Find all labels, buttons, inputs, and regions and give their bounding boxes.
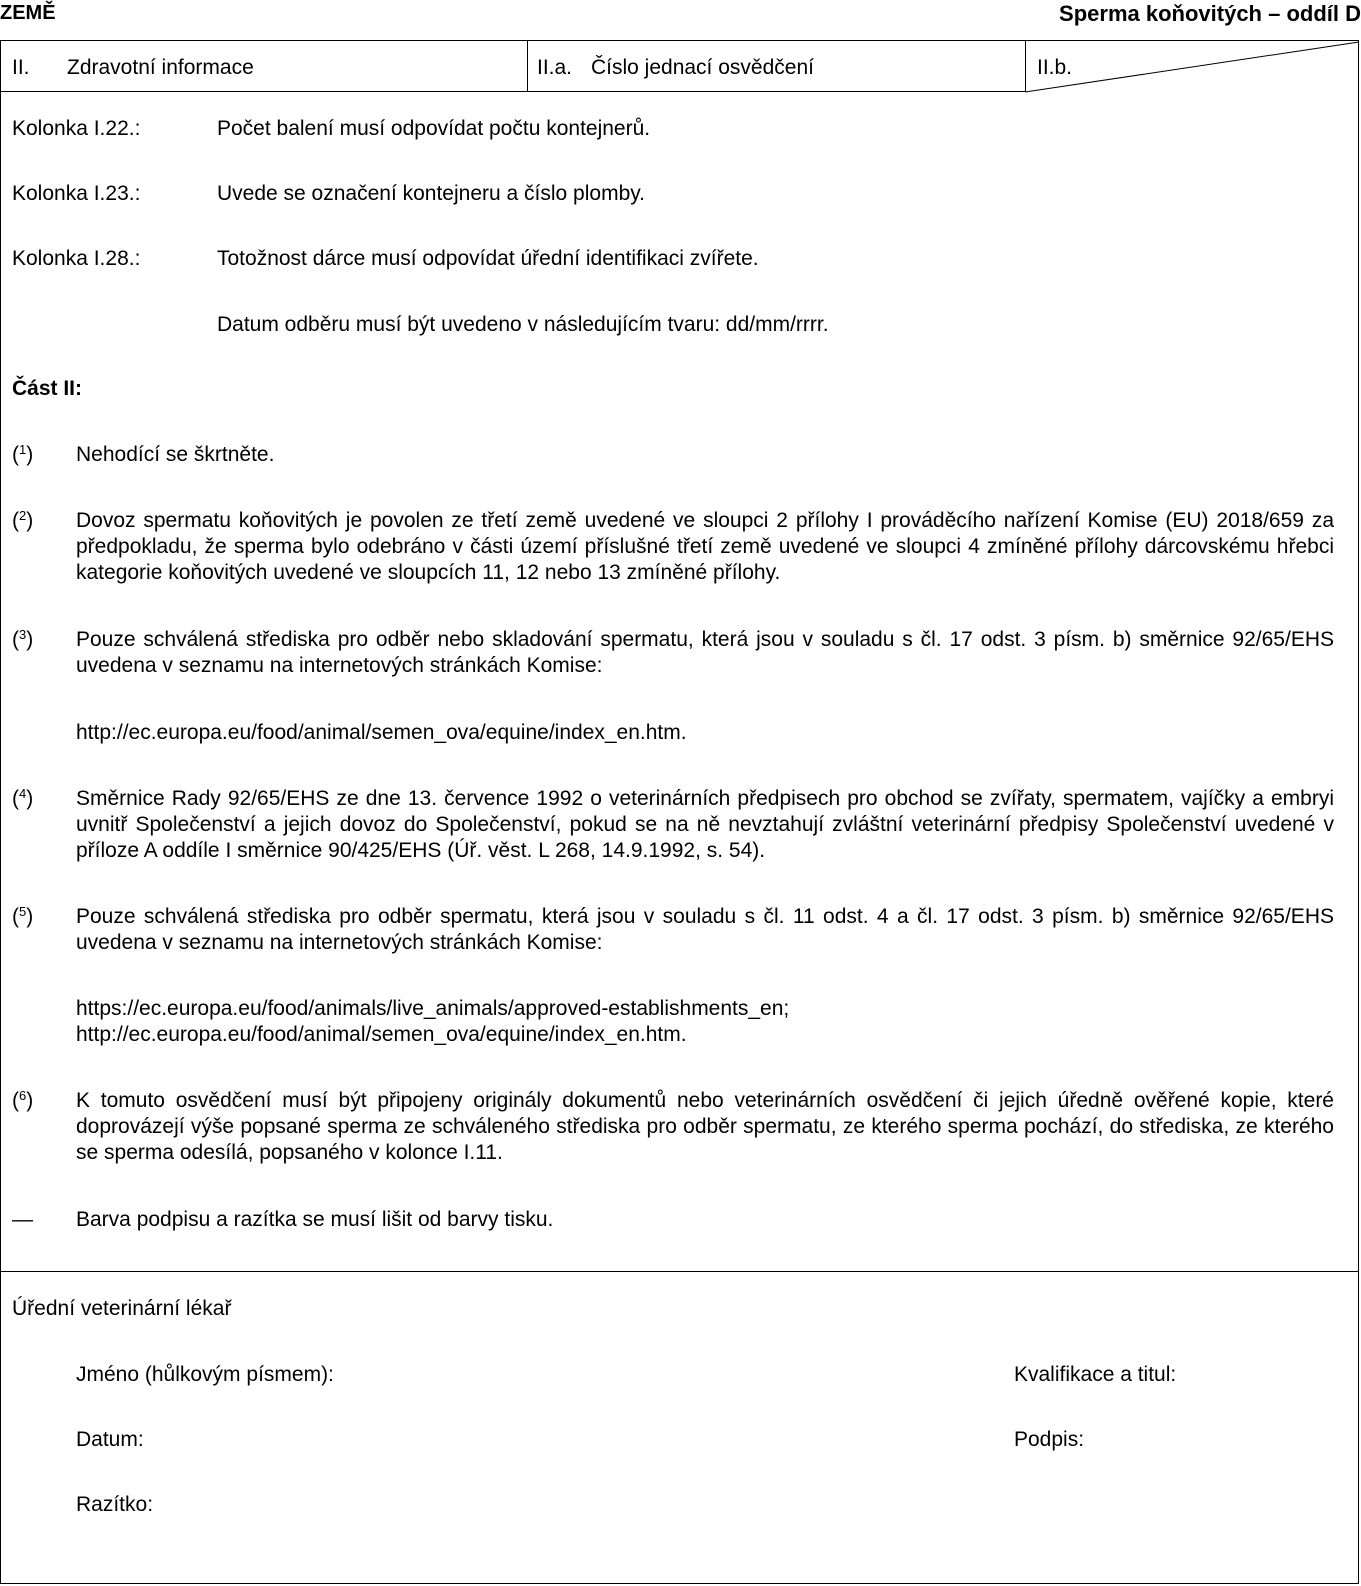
qualification-label: Kvalifikace a titul: [1014, 1363, 1177, 1386]
country-label: ZEMĚ [0, 2, 56, 24]
footnote-text: K tomuto osvědčení musí být připojeny originály dokumentů nebo veterinárních osvědčení či jejich úředně ověřené kopie, které doprovázejí výše popsané sperma ze schváleného střediska pro odběr spermatu, ze kterého sperma pochází, do střediska, ze kterého se sperma odesílá, popsaného v kolonce I.11. [76, 1089, 1334, 1164]
box-label: Kolonka I.23.: [12, 182, 141, 205]
iib-label: II.b. [1037, 56, 1073, 79]
box-text: Uvede se označení kontejneru a číslo plomby. [217, 182, 646, 205]
footnote-marker: ($^2$) [12, 508, 34, 532]
stamp-label: Razítko: [76, 1493, 154, 1516]
footnote-text: Pouze schválená střediska pro odběr spermatu, která jsou v souladu s čl. 11 odst. 4 a čl. 17 odst. 3 písm. b) směrnice 92/65/EHS uvedena v seznamu na internetových stránkách Komise: [76, 905, 1334, 954]
box-label: Kolonka I.28.: [12, 247, 141, 270]
footnote-url: https://ec.europa.eu/food/animals/live_animals/approved-establishments_en; [76, 997, 790, 1020]
box-text: Datum odběru musí být uvedeno v následujícím tvaru: dd/mm/rrrr. [217, 313, 829, 336]
part-number: II. [12, 56, 30, 79]
header-column-divider-1 [527, 40, 528, 92]
dash-marker: — [12, 1208, 33, 1231]
signature-section-divider [0, 1271, 1359, 1272]
footnote-marker: ($^6$) [12, 1088, 34, 1112]
footnote-text: Nehodící se škrtněte. [76, 443, 275, 466]
part-title: Zdravotní informace [67, 56, 254, 79]
box-text: Totožnost dárce musí odpovídat úřední identifikaci zvířete. [217, 247, 759, 270]
reference-title: Číslo jednací osvědčení [591, 56, 814, 79]
footnote-marker: ($^5$) [12, 904, 34, 928]
footnote-text: Směrnice Rady 92/65/EHS ze dne 13. července 1992 o veterinárních předpisech pro obchod se zvířaty, spermatem, vajíčky a embryi uvnitř Společenství a jejich dovoz do Společenství, pokud se na ně nevztahují zvláštní veterinární předpisy Společenství uvedené v příloze A oddíle I směrnice 90/425/EHS (Úř. věst. L 268, 14.9.1992, s. 54). [76, 787, 1334, 862]
header-row-divider [0, 91, 1026, 92]
iib-diagonal-line [1025, 40, 1360, 93]
footnote-marker: ($^1$) [12, 442, 34, 466]
reference-label: II.a. [537, 56, 573, 79]
signature-label: Podpis: [1014, 1428, 1085, 1451]
footnote-url: http://ec.europa.eu/food/animal/semen_ova/equine/index_en.htm. [76, 1023, 687, 1046]
box-text: Počet balení musí odpovídat počtu kontejnerů. [217, 117, 651, 140]
footnote-url: http://ec.europa.eu/food/animal/semen_ova/equine/index_en.htm. [76, 721, 687, 744]
box-label: Kolonka I.22.: [12, 117, 141, 140]
date-label: Datum: [76, 1428, 144, 1451]
footnote-text: Dovoz spermatu koňovitých je povolen ze třetí země uvedené ve sloupci 2 přílohy I prováděcího nařízení Komise (EU) 2018/659 za předpokladu, že sperma bylo odebráno v části území příslušné třetí země uvedené ve sloupci 4 zmíněné přílohy dárcovskému hřebci kategorie koňovitých uvedené ve sloupcích 11, 12 nebo 13 zmíněné přílohy. [76, 509, 1334, 584]
footnote-marker: ($^4$) [12, 786, 34, 810]
document-title: Sperma koňovitých – oddíl D [1059, 1, 1361, 26]
part2-heading: Část II: [12, 377, 83, 400]
signature-heading: Úřední veterinární lékař [12, 1297, 232, 1320]
footnote-text: Pouze schválená střediska pro odběr nebo skladování spermatu, která jsou v souladu s čl. 17 odst. 3 písm. b) směrnice 92/65/EHS uvedena v seznamu na internetových stránkách Komise: [76, 628, 1334, 677]
dash-note-text: Barva podpisu a razítka se musí lišit od barvy tisku. [76, 1208, 554, 1231]
name-label: Jméno (hůlkovým písmem): [76, 1363, 334, 1386]
footnote-marker: ($^3$) [12, 627, 34, 651]
